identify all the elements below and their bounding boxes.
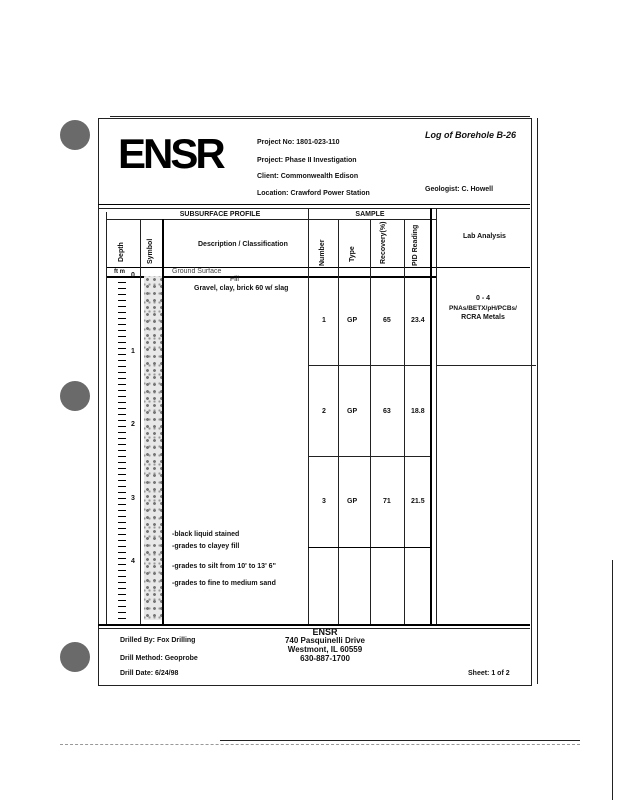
depth-column-header: Depth (118, 242, 125, 262)
gravel-description: Gravel, clay, brick 60 w/ slag (194, 285, 289, 292)
depth-mark-1: 1 (131, 348, 135, 355)
sample-1-number: 1 (322, 317, 326, 324)
sample-3-pid: 21.5 (411, 498, 425, 505)
punch-hole-bottom (60, 642, 90, 672)
sample-2-type: GP (347, 408, 358, 415)
sample-1-type: GP (347, 317, 358, 324)
type-column-header: Type (349, 246, 356, 262)
depth-units: ft m (114, 269, 125, 275)
punch-hole-middle (60, 381, 90, 411)
footer-address-line1: 740 Pasquinelli Drive (284, 636, 366, 645)
location: Location: Crawford Power Station (257, 190, 370, 197)
sample-1-recovery: 65 (383, 317, 391, 324)
drilled-by: Drilled By: Fox Drilling (120, 637, 196, 644)
pid-column-header: PID Reading (412, 224, 419, 266)
footer-phone: 630-887-1700 (300, 654, 350, 663)
recovery-column-header: Recovery(%) (380, 221, 387, 264)
sample-header: SAMPLE (355, 211, 385, 218)
sample-2-pid: 18.8 (411, 408, 425, 415)
fill-symbol-pattern (144, 276, 162, 620)
subsurface-profile-header: SUBSURFACE PROFILE (179, 211, 261, 218)
lab-depth-range: 0 - 4 (475, 295, 490, 302)
ensr-logo: ENSR (118, 130, 223, 177)
sample-3-type: GP (347, 498, 358, 505)
drill-date: Drill Date: 6/24/98 (120, 670, 179, 677)
footer-address-line2: Westmont, IL 60559 (287, 645, 363, 654)
project-name: Project: Phase II Investigation (257, 157, 357, 164)
lab-analysis-line2: RCRA Metals (461, 314, 505, 321)
sample-1-pid: 23.4 (411, 317, 425, 324)
depth-top-label: 0 (131, 272, 135, 279)
depth-mark-3: 3 (131, 495, 135, 502)
note-grades-sand: -grades to fine to medium sand (172, 580, 276, 587)
number-column-header: Number (319, 239, 326, 266)
sample-3-number: 3 (322, 498, 326, 505)
note-grades-silt: -grades to silt from 10' to 13' 6" (172, 563, 276, 570)
lab-analysis-header: Lab Analysis (463, 233, 506, 240)
note-black-liquid: -black liquid stained (172, 531, 240, 538)
fill-label: Fill (230, 276, 239, 283)
geologist: Geologist: C. Howell (425, 186, 494, 193)
description-column-header: Description / Classification (198, 241, 288, 248)
sample-3-recovery: 71 (383, 498, 391, 505)
borehole-title: Log of Borehole B-26 (425, 130, 517, 140)
footer-company: ENSR (312, 627, 338, 637)
ground-surface-label: Ground Surface (172, 268, 222, 275)
symbol-column-header: Symbol (147, 238, 154, 264)
depth-mark-2: 2 (131, 421, 135, 428)
punch-hole-top (60, 120, 90, 150)
sample-2-number: 2 (322, 408, 326, 415)
sheet-number: Sheet: 1 of 2 (468, 670, 510, 677)
client: Client: Commonwealth Edison (257, 173, 359, 180)
project-no: Project No: 1801-023-110 (257, 139, 340, 146)
sample-2-recovery: 63 (383, 408, 391, 415)
depth-mark-4: 4 (131, 558, 135, 565)
depth-scale (118, 276, 126, 621)
note-clayey-fill: -grades to clayey fill (172, 543, 240, 550)
drill-method: Drill Method: Geoprobe (120, 655, 198, 662)
lab-analysis-line1: PNAs/BETX/pH/PCBs/ (449, 305, 517, 312)
